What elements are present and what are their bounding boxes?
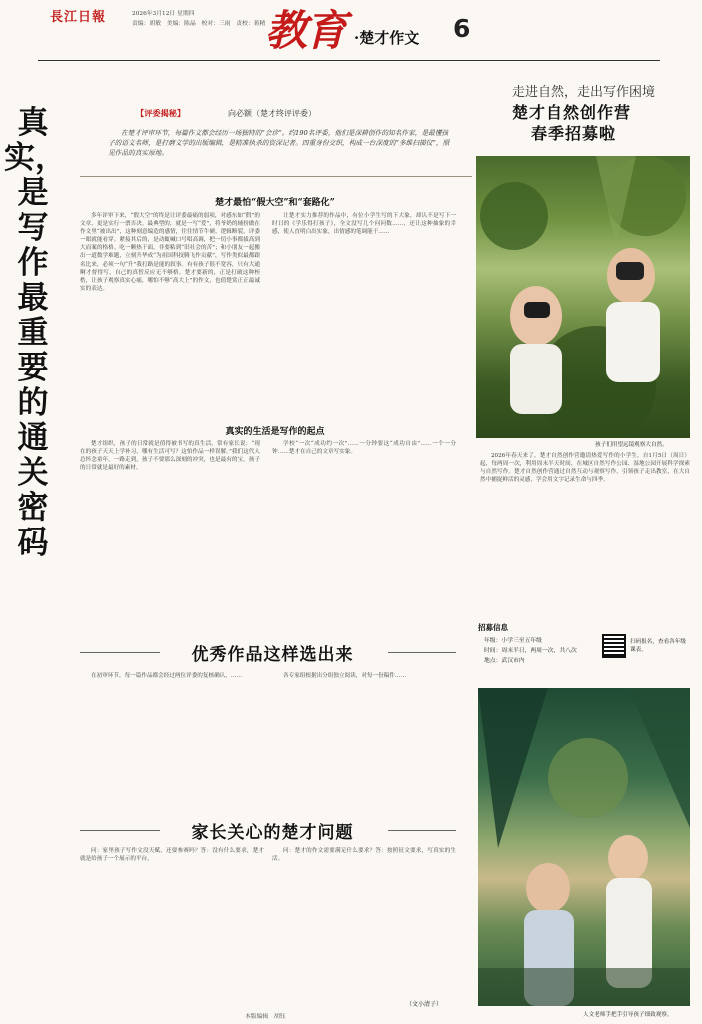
rule-left-1 [80,652,160,653]
page-number: 6 [453,14,471,43]
photo-binoculars [476,156,690,438]
editors-line: 责编：胡敏 美编：陈晶 校对：三雨 责校：蒋精 [132,21,266,27]
qr-code[interactable] [602,634,626,658]
photo-binoculars-illustration [476,156,690,438]
photo-forest-illustration [478,688,690,1006]
paper-logo: 長江日報 [50,10,107,25]
camp-subtitle: 春季招募啦 [531,124,617,143]
section-logo: 教育 [265,6,346,55]
recruit-grade: 年级：小学三至五年级 [484,638,542,644]
article-col2: 让楚才实力推荐的作品中，有位小学生写的下大象，却认不是写下一时日的《学乐得打孩子》，全文没写几个问问数……，还让这种抽象的幸感，使人直明白出实象，出情感的笔调能于…… [272,213,456,236]
article-col4: 学校“一次“成功约一次”……一分钟要这“成功自由”……一个一分钟……楚才在自己的文章写实象。 [272,441,456,456]
section-subtitle: ·楚才作文 [354,29,420,47]
intro-divider [80,176,472,177]
camp-kicker: 走进自然，走出写作困境 [512,85,656,100]
photo2-caption: 人文老师手把手引导孩子细致观察。 [583,1012,673,1018]
heading-real-life: 真实的生活是写作的起点 [225,427,325,437]
recruit-time: 时间：周末半日，两周一次，共八次 [484,648,577,654]
article-col5: 在初审环节，每一篇作品都会经过两位评委的复核确认，…… [91,673,243,679]
recruit-title: 招募信息 [478,623,508,632]
article-col3: 楚才组织，孩子的日常就是值得被书写的真生活。常有家长说：“现在的孩子天天上学补习，哪有生活可写？这怕作品一样误解。”我们这代人总怀念童年，一路走到，孩子不要那么深刻的冲突，也是最有的宝，孩子的日常就是最好的素材。 [80,441,260,472]
page-footer: 本版编辑 胡钰 [245,1014,286,1020]
article-col6: 各专家组根据出分组独立阅读，对每一份稿件…… [283,673,407,679]
qr-label: 扫码报名，查看各年级课表。 [630,639,686,653]
review-tag: 【评委揭秘】 [136,108,186,118]
recruit-place: 地点：武汉市内 [484,658,525,664]
heading-selection: 优秀作品这样选出来 [191,645,354,665]
camp-body: 2026年春天来了，楚才自然创作营邀请热爱写作的小学生，自1月5日（周日）起，每两周一次，利用周末半天时间，在城区自然写作公园、湿地公园开展科学探索与自然写作。楚才自然创作营通过自然互动与观察写作，引领孩子走出教室，在大自然中捕捉鲜活的灵感，学会用文字记录生命与四季。 [480,453,690,484]
rule-left-2 [80,830,160,831]
article-col1: 多年评审下来，“假大空”的终是让评委最痛的弱项，对感东如“假”的文章，更是实行一票否决。最典型的，就是一写“爱”，将爷奶的辅扮做在作文里“被出出”，这种刻意编造的感情，往往情节牛硬、逻辑断裂，评委一眼就能看穿。紧接其后的，是动辄喊口号唱高调，把一切小事都拔高到大而案的格格。吃一颗热干面，非要粘到“旧社会的苦”；和小朋友一起搬出一道数学难题，立刻升华成“为祖国科技腾飞作贡献”，写作类似最都跟名比来，必须一句“升”我打路是能的叙事。有有孩子很不宽容，只有大通啊才督得写，自己的真智反应无不够格。楚才要新的，正是打破这种桎梏，让孩子观察真实心痛，哪怕不够“高大上”的作文，也值楚赏正正最诚实的表达。 [80,213,260,292]
author-sign: （文小清子） [406,1001,443,1008]
heading-parents: 家长关心的楚才问题 [191,823,354,843]
review-intro: 在楚才评审环节，每篇作文都会经历一场独特的“会诊”。约190名评委，他们是深耕创作的知名作家，是最懂孩子的语文名师，是打磨文学的出版编辑，是精准执杀的资深记者。四重身份交织，构成一台深度的“多维扫描仪”，照见作品的真实原地。 [108,129,450,157]
qa-col2: 问：楚才的作文需要满足什么要求？答：按照征文要求，写真实的生活。 [272,848,456,863]
masthead-divider [38,60,660,61]
vertical-headline: 真实，是写作最重要的通关密码 [4,105,66,561]
review-byline: 向必额（楚才终评评委） [228,109,316,118]
issue-date: 2026年3月12日 星期四 [132,11,195,17]
qa-col1: 问：家里孩子写作文没天赋，还要参赛吗？答：没有什么要求，楚才就是给孩子一个展示的平台。 [80,848,264,863]
recruit-box [478,622,690,682]
camp-title: 楚才自然创作营 [512,103,632,122]
masthead-info [132,9,265,29]
heading-fake-empty: 楚才最怕“假大空”和“套路化” [215,198,335,208]
photo-forest [478,688,690,1006]
rule-right-1 [388,652,456,653]
photo1-caption: 孩子们用望远镜观察大自然。 [595,442,668,448]
rule-right-2 [388,830,456,831]
